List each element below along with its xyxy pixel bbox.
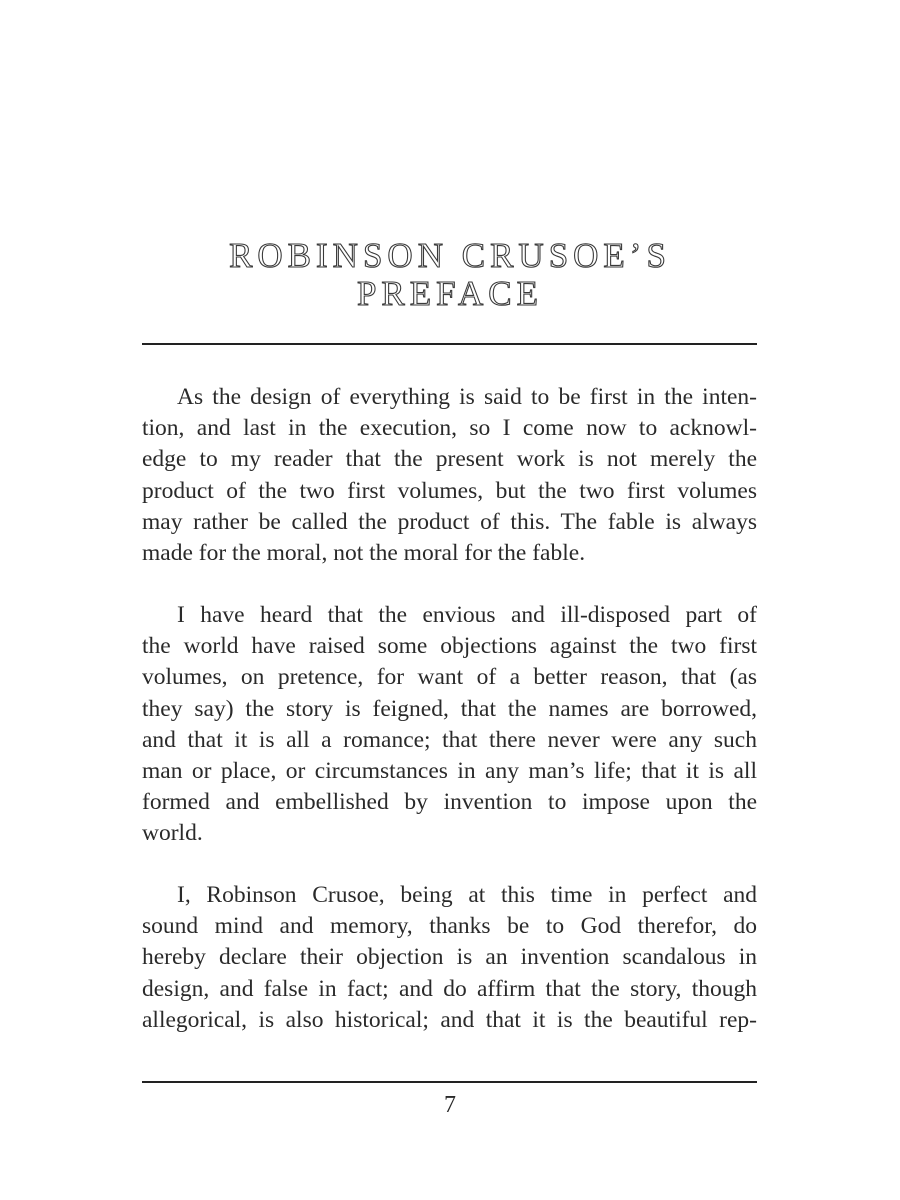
text-line: edge to my reader that the present work is not merely the [142, 446, 757, 473]
text-line: may rather be called the product of this. The fable is always [142, 508, 757, 535]
chapter-title-line-1: ROBINSON CRUSOE’S [229, 236, 671, 275]
text-line: world. [142, 820, 203, 847]
text-line: sound mind and memory, thanks be to God therefor, do [142, 913, 757, 940]
text-line: design, and false in fact; and do affirm that the story, though [142, 975, 757, 1002]
page-number: 7 [444, 1092, 456, 1118]
text-line: formed and embellished by invention to impose upon the [142, 789, 757, 816]
text-line: the world have raised some objections against the two first [142, 633, 757, 660]
text-line: made for the moral, not the moral for the fable. [142, 539, 586, 566]
text-line: hereby declare their objection is an invention scandalous in [142, 944, 757, 971]
paragraph-3 [142, 880, 757, 1036]
text-line: allegorical, is also historical; and that it is the beautiful rep- [142, 1006, 757, 1033]
text-line: product of the two first volumes, but the two first volumes [142, 477, 757, 504]
text-line: tion, and last in the execution, so I come now to acknowl- [142, 415, 757, 442]
paragraph-1 [142, 382, 757, 569]
text-line: volumes, on pretence, for want of a better reason, that (as [142, 664, 757, 691]
paragraph-2 [142, 600, 757, 850]
bottom-divider [142, 1081, 757, 1083]
text-line: man or place, or circumstances in any man’s life; that it is all [142, 757, 757, 784]
text-line: they say) the story is feigned, that the names are borrowed, [142, 695, 757, 722]
text-line: As the design of everything is said to be first in the inten- [177, 384, 757, 410]
chapter-title-line-2: PREFACE [356, 274, 544, 313]
text-line: I have heard that the envious and ill-disposed part of [177, 602, 757, 628]
top-divider [142, 343, 757, 345]
text-line: and that it is all a romance; that there never were any such [142, 726, 757, 753]
text-line: I, Robinson Crusoe, being at this time in perfect and [177, 882, 757, 908]
